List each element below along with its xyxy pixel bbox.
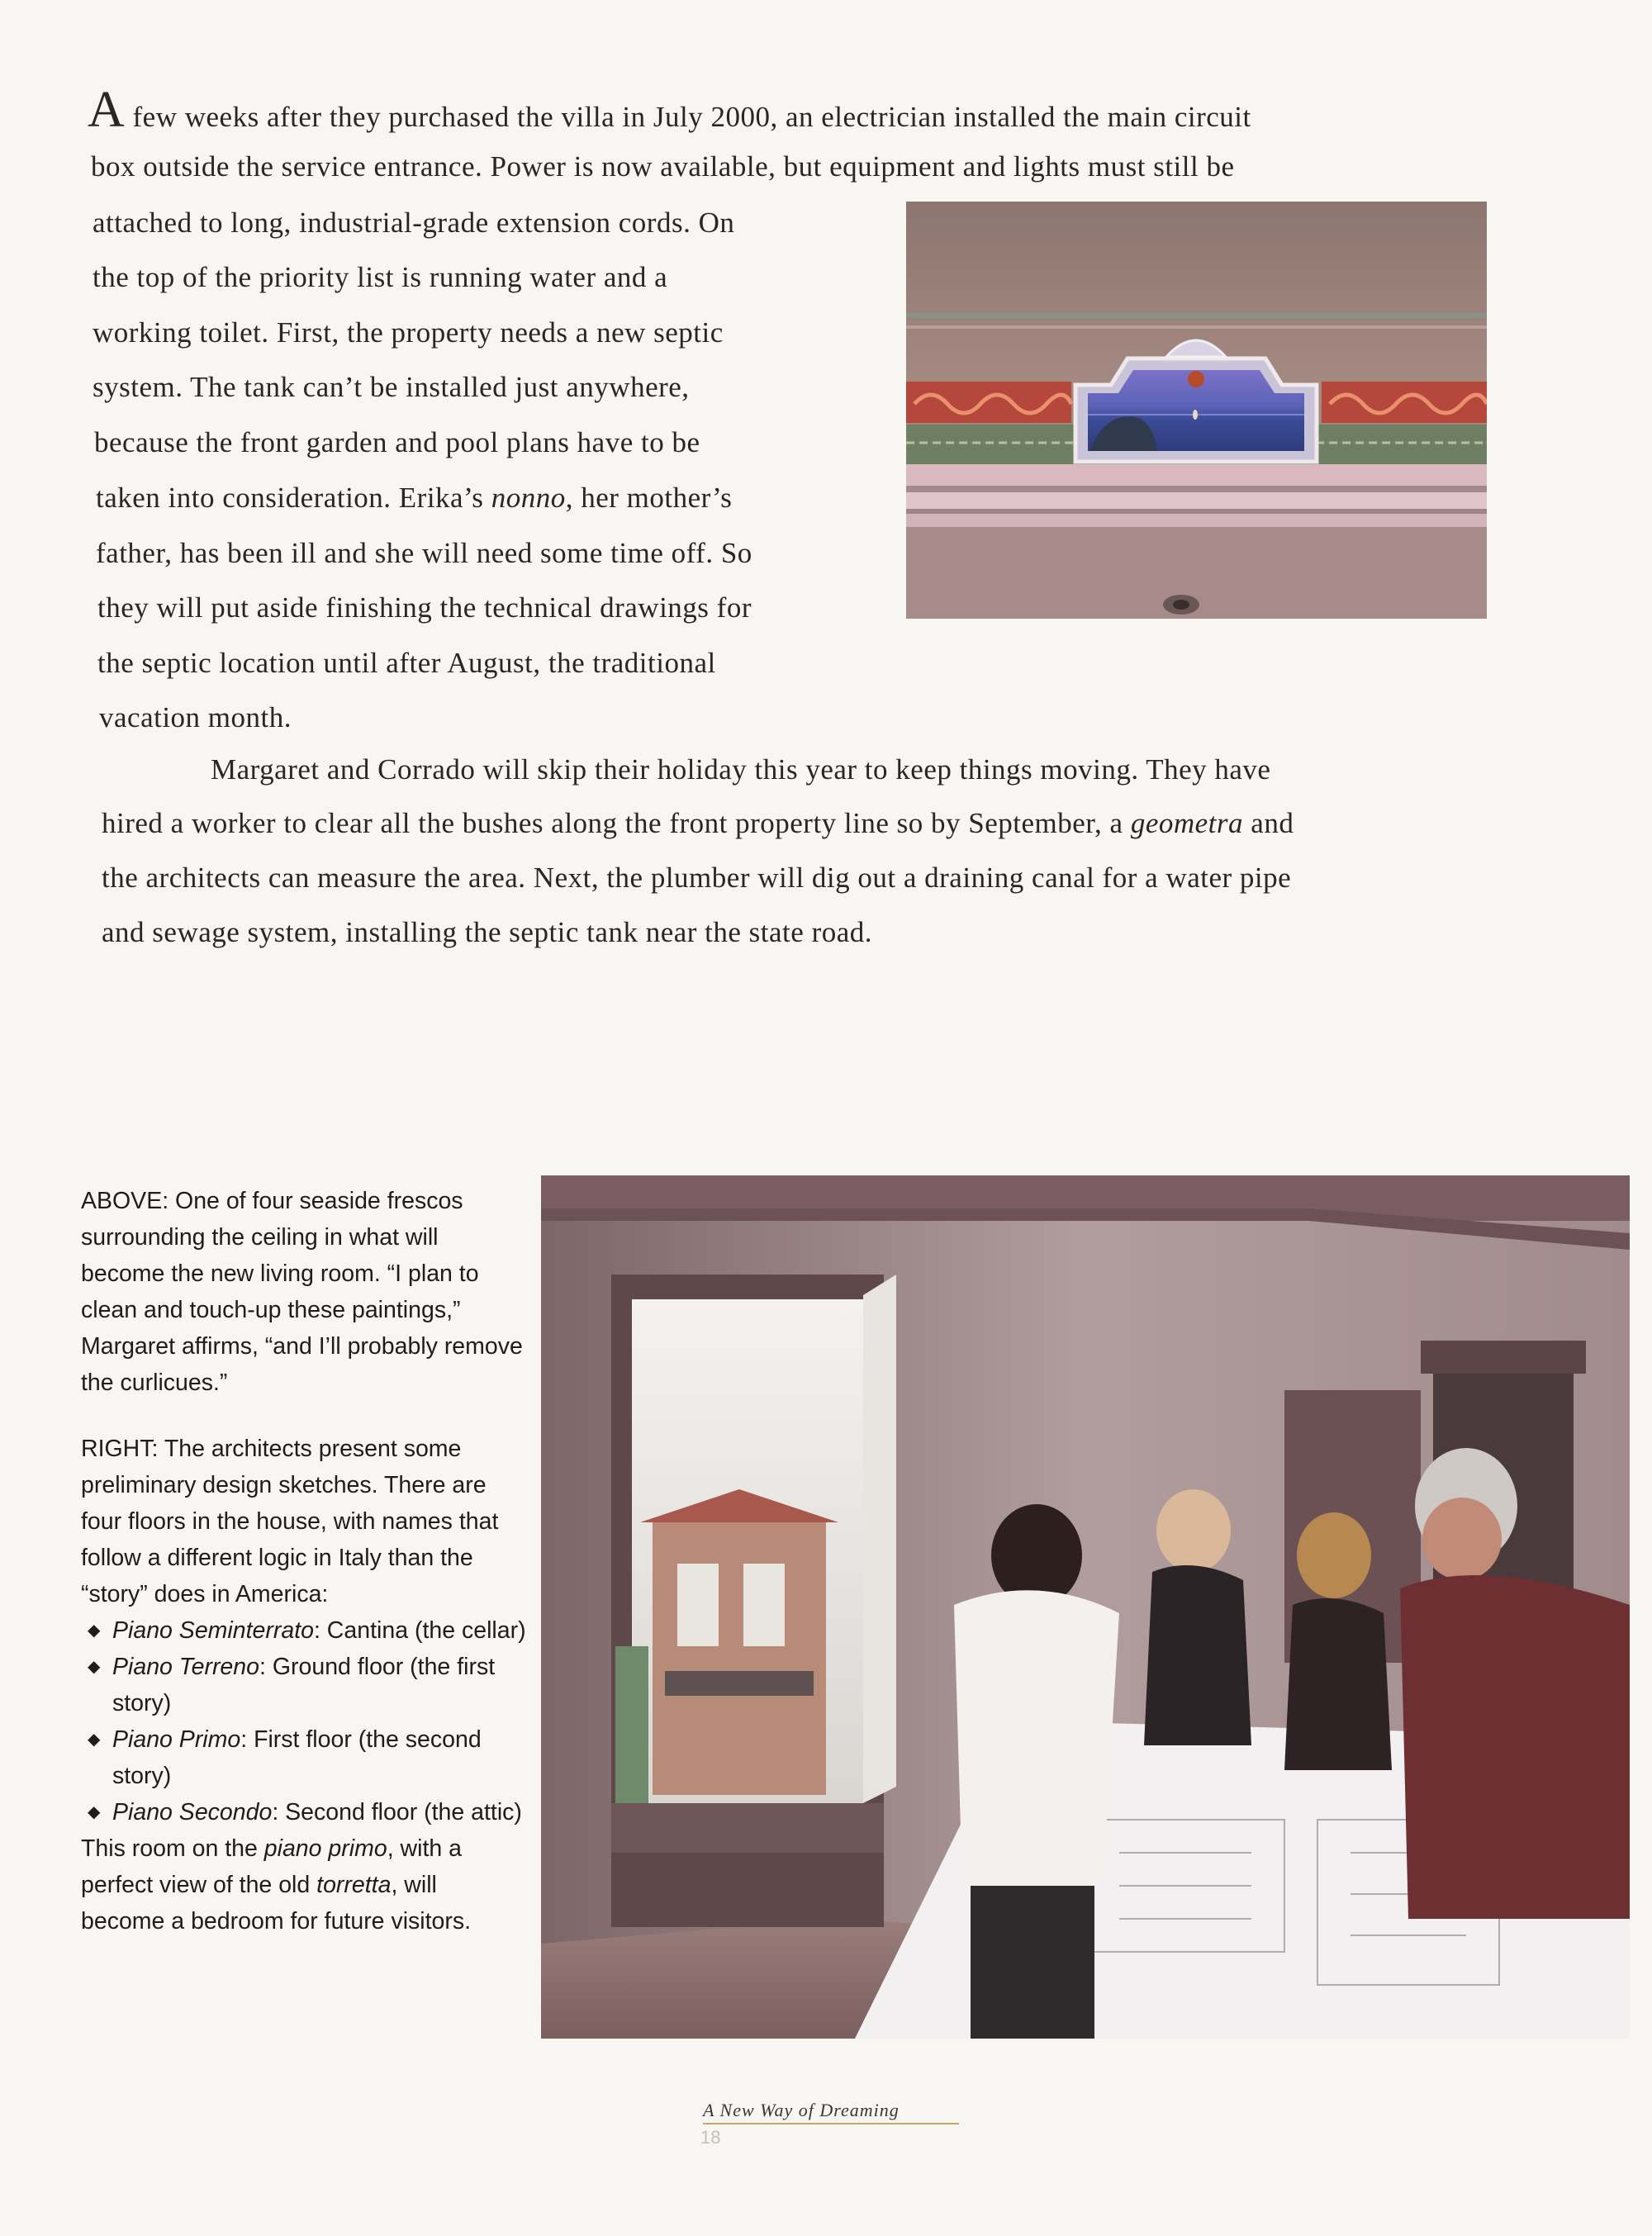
italic-term: geometra bbox=[1130, 807, 1244, 839]
caption-above: ABOVE: One of four seaside frescos surrounding the ceiling in what will become the new living room. “I plan to clean and touch-up these paintings,” Margaret affirms, “and I’ll probably remove the curlicues.” bbox=[81, 1188, 523, 1396]
paragraph-line: the septic location until after August, the traditional bbox=[97, 647, 716, 679]
list-item: ◆ Piano Primo: First floor (the second story) bbox=[88, 1726, 482, 1789]
paragraph-line: attached to long, industrial-grade extension cords. On bbox=[93, 207, 735, 239]
drop-cap: A bbox=[88, 82, 126, 138]
running-footer-title: A New Way of Dreaming bbox=[703, 2100, 959, 2124]
paragraph-line: vacation month. bbox=[99, 701, 292, 733]
fresco-photo bbox=[906, 202, 1487, 619]
list-item: ◆ Piano Secondo: Second floor (the attic) bbox=[88, 1799, 522, 1825]
room-scene-image bbox=[541, 1175, 1630, 2039]
paragraph-line: Margaret and Corrado will skip their holiday this year to keep things moving. They have bbox=[211, 753, 1271, 786]
paragraph-line: A few weeks after they purchased the villa in July 2000, an electrician installed the main circuit bbox=[88, 82, 1251, 138]
architects-photo bbox=[541, 1175, 1630, 2039]
italic-term: nonno bbox=[491, 482, 566, 514]
fresco-image bbox=[906, 202, 1487, 619]
paragraph-line: and sewage system, installing the septic tank near the state road. bbox=[102, 916, 873, 948]
list-item: ◆ Piano Seminterrato: Cantina (the cellar) bbox=[88, 1617, 526, 1644]
photo-caption bbox=[81, 1183, 527, 1939]
paragraph-line: taken into consideration. Erika’s nonno, her mother’s bbox=[96, 482, 733, 514]
paragraph-line: the top of the priority list is running water and a bbox=[93, 261, 668, 293]
paragraph-line: hired a worker to clear all the bushes along the front property line so by September, a geometra and bbox=[102, 807, 1294, 839]
floor-list bbox=[81, 1612, 527, 1830]
paragraph-line: system. The tank can’t be installed just anywhere, bbox=[93, 371, 690, 403]
paragraph-line: the architects can measure the area. Next, the plumber will dig out a draining canal for a water pipe bbox=[102, 862, 1292, 894]
paragraph-line: box outside the service entrance. Power is now available, but equipment and lights must still be bbox=[91, 150, 1235, 183]
caption-closing: This room on the piano primo, with a perfect view of the old torretta, will become a bedroom for future visitors. bbox=[81, 1835, 472, 1935]
list-item: ◆ Piano Terreno: Ground floor (the first story) bbox=[88, 1654, 496, 1716]
paragraph-line: they will put aside finishing the technical drawings for bbox=[97, 591, 752, 624]
paragraph-line: because the front garden and pool plans have to be bbox=[94, 426, 700, 458]
page-number: 18 bbox=[700, 2127, 721, 2148]
paragraph-line: working toilet. First, the property needs a new septic bbox=[93, 316, 724, 349]
caption-right: RIGHT: The architects present some preliminary design sketches. There are four floors in the house, with names that follow a different logic in Italy than the “story” does in America: bbox=[81, 1436, 499, 1607]
paragraph-line: father, has been ill and she will need some time off. So bbox=[96, 537, 752, 569]
